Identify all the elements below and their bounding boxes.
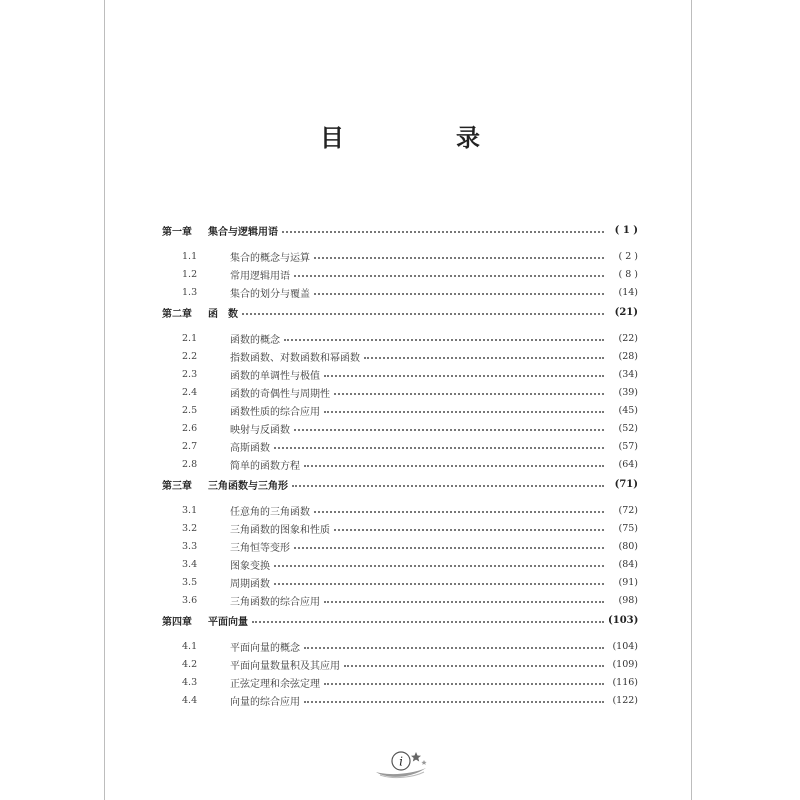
section-page-number: (116) [612, 676, 638, 688]
dot-leader [304, 691, 608, 709]
section-page-number: (84) [618, 558, 638, 570]
dot-leader [364, 347, 608, 365]
section-title: 平面向量数量积及其应用 [230, 660, 340, 672]
section-number: 3.2 [182, 522, 198, 534]
section-page-number: (45) [618, 404, 638, 416]
section-number: 1.3 [182, 286, 198, 298]
dot-leader [314, 247, 608, 265]
section-number: 1.2 [182, 268, 198, 280]
section-title: 周期函数 [230, 578, 270, 590]
section-entry[interactable] [162, 637, 638, 655]
chapter-number: 第二章 [162, 308, 192, 320]
section-number: 4.1 [182, 640, 198, 652]
section-title: 函数的概念 [230, 334, 280, 346]
section-title: 图象变换 [230, 560, 270, 572]
chapter-entry[interactable] [162, 611, 638, 629]
section-entry[interactable] [162, 519, 638, 537]
section-number: 4.2 [182, 658, 198, 670]
dot-leader [294, 537, 608, 555]
chapter-page-number: (71) [614, 478, 638, 490]
dot-leader [324, 591, 608, 609]
section-number: 3.5 [182, 576, 198, 588]
chapter-page-number: ( 1 ) [614, 224, 638, 236]
dot-leader [242, 303, 608, 321]
section-title: 指数函数、对数函数和幂函数 [230, 352, 360, 364]
dot-leader [304, 637, 608, 655]
dot-leader [274, 437, 608, 455]
chapter-page-number: (103) [608, 614, 639, 626]
section-title: 集合的概念与运算 [230, 252, 310, 264]
section-title: 函数性质的综合应用 [230, 406, 320, 418]
section-entry[interactable] [162, 455, 638, 473]
section-title: 简单的函数方程 [230, 460, 300, 472]
dot-leader [334, 383, 608, 401]
section-title: 集合的划分与覆盖 [230, 288, 310, 300]
section-title: 平面向量的概念 [230, 642, 300, 654]
chapter-title: 集合与逻辑用语 [208, 226, 278, 238]
section-title: 映射与反函数 [230, 424, 290, 436]
section-number: 2.3 [182, 368, 198, 380]
section-number: 3.4 [182, 558, 198, 570]
section-page-number: (109) [612, 658, 638, 670]
section-title: 函数的奇偶性与周期性 [230, 388, 330, 400]
section-title: 任意角的三角函数 [230, 506, 310, 518]
section-entry[interactable] [162, 401, 638, 419]
dot-leader [292, 475, 608, 493]
section-page-number: (22) [618, 332, 638, 344]
dot-leader [274, 573, 608, 591]
dot-leader [314, 501, 608, 519]
section-number: 2.5 [182, 404, 198, 416]
dot-leader [282, 221, 608, 239]
section-number: 4.3 [182, 676, 198, 688]
section-title: 常用逻辑用语 [230, 270, 290, 282]
section-number: 2.2 [182, 350, 198, 362]
section-entry[interactable] [162, 591, 638, 609]
section-number: 2.4 [182, 386, 198, 398]
chapter-title: 函 数 [208, 308, 238, 320]
section-title: 高斯函数 [230, 442, 270, 454]
section-page-number: (91) [618, 576, 638, 588]
dot-leader [294, 265, 608, 283]
chapter-number: 第三章 [162, 480, 192, 492]
section-page-number: ( 8 ) [618, 268, 638, 280]
section-page-number: (80) [618, 540, 638, 552]
dot-leader [252, 611, 608, 629]
section-page-number: (122) [612, 694, 638, 706]
chapter-entry[interactable] [162, 475, 638, 493]
section-page-number: (28) [618, 350, 638, 362]
section-title: 向量的综合应用 [230, 696, 300, 708]
section-number: 2.1 [182, 332, 198, 344]
chapter-number: 第一章 [162, 226, 192, 238]
section-entry[interactable] [162, 265, 638, 283]
section-entry[interactable] [162, 329, 638, 347]
section-page-number: (34) [618, 368, 638, 380]
section-entry[interactable] [162, 573, 638, 591]
dot-leader [324, 365, 608, 383]
section-page-number: (75) [618, 522, 638, 534]
section-entry[interactable] [162, 419, 638, 437]
section-number: 4.4 [182, 694, 198, 706]
section-page-number: ( 2 ) [618, 250, 638, 262]
small-star-icon [421, 760, 426, 765]
section-page-number: (14) [618, 286, 638, 298]
section-entry[interactable] [162, 537, 638, 555]
section-entry[interactable] [162, 437, 638, 455]
section-number: 2.6 [182, 422, 198, 434]
dot-leader [344, 655, 608, 673]
section-entry[interactable] [162, 655, 638, 673]
section-entry[interactable] [162, 501, 638, 519]
dot-leader [324, 673, 608, 691]
section-number: 2.8 [182, 458, 198, 470]
table-of-contents [162, 221, 638, 709]
section-page-number: (52) [618, 422, 638, 434]
page-number: i [399, 754, 403, 769]
section-entry[interactable] [162, 247, 638, 265]
section-title: 正弦定理和余弦定理 [230, 678, 320, 690]
section-title: 三角函数的图象和性质 [230, 524, 330, 536]
section-page-number: (72) [618, 504, 638, 516]
section-entry[interactable] [162, 673, 638, 691]
section-number: 1.1 [182, 250, 198, 262]
section-entry[interactable] [162, 691, 638, 709]
dot-leader [284, 329, 608, 347]
dot-leader [324, 401, 608, 419]
section-page-number: (104) [612, 640, 638, 652]
section-title: 三角恒等变形 [230, 542, 290, 554]
section-entry[interactable] [162, 383, 638, 401]
dot-leader [334, 519, 608, 537]
page-title: 目 录 [320, 123, 524, 152]
section-entry[interactable] [162, 555, 638, 573]
dot-leader [304, 455, 608, 473]
chapter-title: 平面向量 [208, 616, 248, 628]
dot-leader [274, 555, 608, 573]
section-number: 3.6 [182, 594, 198, 606]
footer-logo [372, 746, 430, 780]
dot-leader [314, 283, 608, 301]
section-title: 函数的单调性与极值 [230, 370, 320, 382]
chapter-entry[interactable] [162, 303, 638, 321]
chapter-number: 第四章 [162, 616, 192, 628]
section-entry[interactable] [162, 347, 638, 365]
dot-leader [294, 419, 608, 437]
section-page-number: (64) [618, 458, 638, 470]
section-page-number: (57) [618, 440, 638, 452]
section-number: 3.1 [182, 504, 198, 516]
section-entry[interactable] [162, 283, 638, 301]
section-entry[interactable] [162, 365, 638, 383]
section-page-number: (98) [618, 594, 638, 606]
section-page-number: (39) [618, 386, 638, 398]
section-number: 2.7 [182, 440, 198, 452]
section-title: 三角函数的综合应用 [230, 596, 320, 608]
chapter-entry[interactable] [162, 221, 638, 239]
chapter-title: 三角函数与三角形 [208, 480, 288, 492]
section-number: 3.3 [182, 540, 198, 552]
chapter-page-number: (21) [614, 306, 638, 318]
star-icon [411, 752, 421, 762]
